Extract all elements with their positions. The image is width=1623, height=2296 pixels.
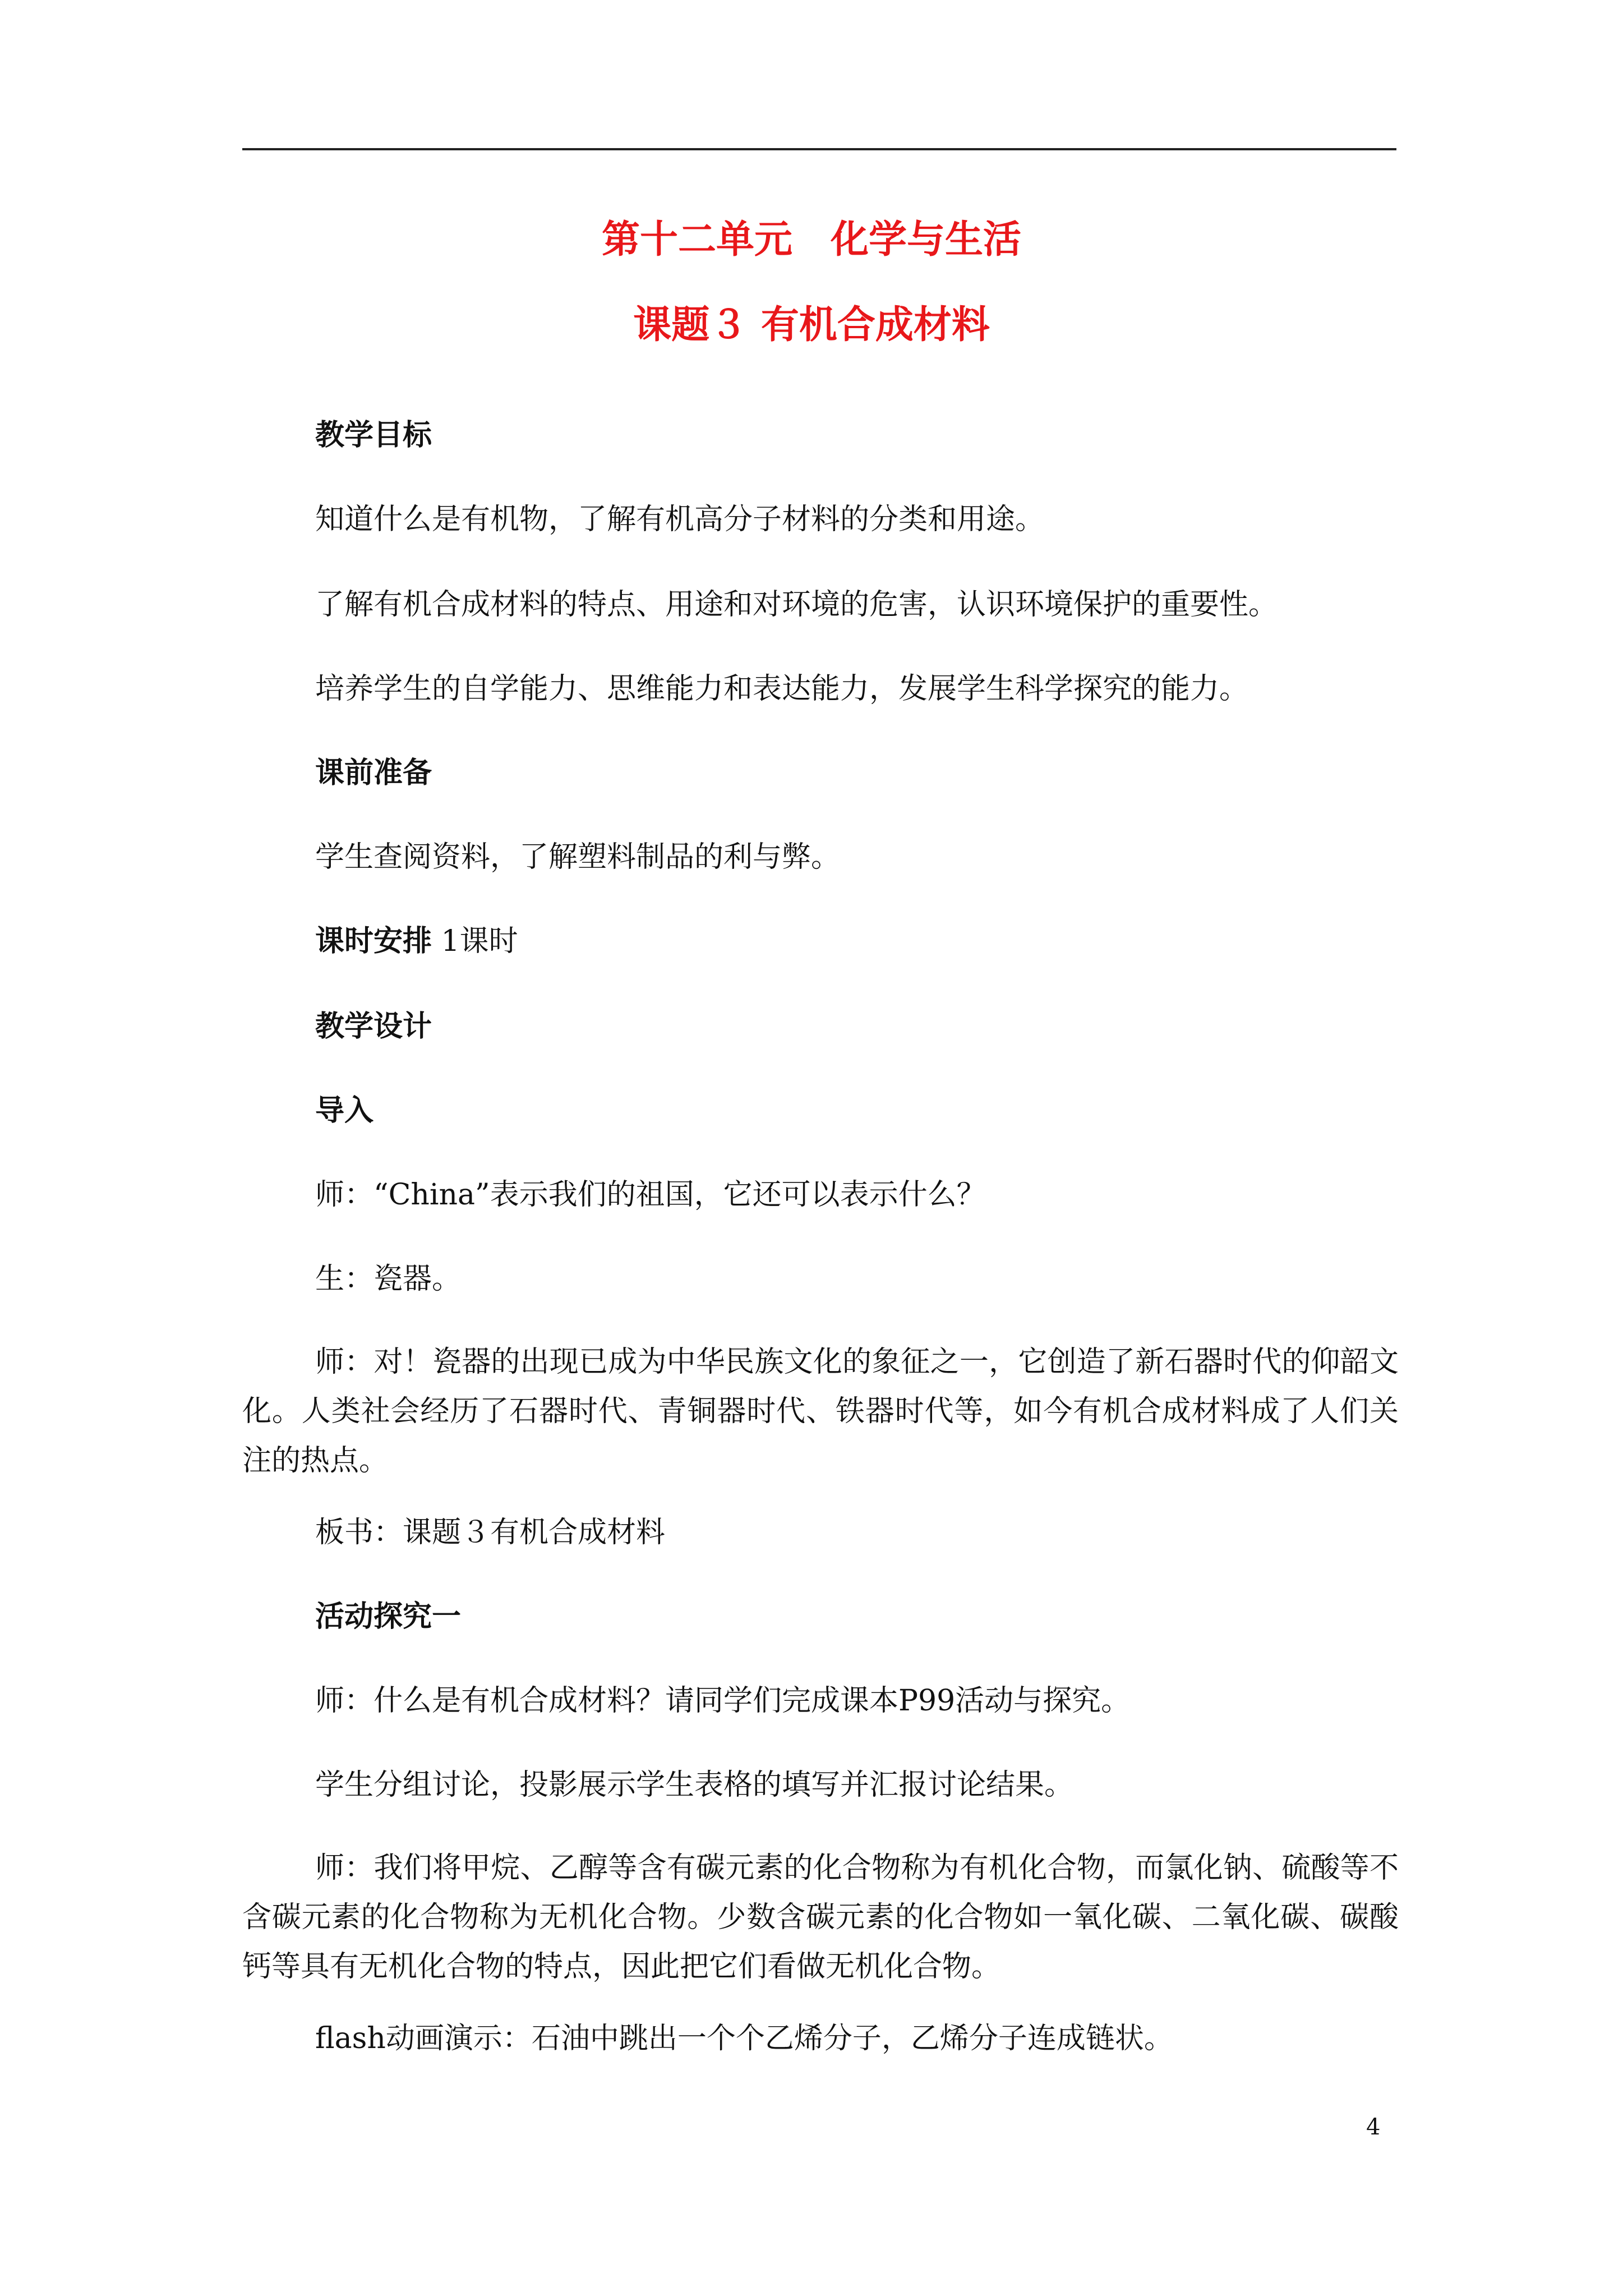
objective-1: 知道什么是有机物，了解有机高分子材料的分类和用途。 (315, 503, 1045, 536)
intro-teacher-paragraph: 师：对！瓷器的出现已成为中华民族文化的象征之一，它创造了新石器时代的仰韶文化。人类社会经历了石器时代、青铜器时代、铁器时代等，如今有机合成材料成了人们关注的热点。 (242, 1345, 1399, 1478)
objective-3: 培养学生的自学能力、思维能力和表达能力，发展学生科学探究的能力。 (315, 672, 1249, 706)
objective-2: 了解有机合成材料的特点、用途和对环境的危害，认识环境保护的重要性。 (315, 588, 1278, 622)
lesson-title: 课题３ 有机合成材料 (633, 303, 990, 347)
flash-demo: flash动画演示：石油中跳出一个个乙烯分子，乙烯分子连成链状。 (315, 2022, 1173, 2055)
intro-question: 师：“China”表示我们的祖国，它还可以表示什么？ (315, 1178, 986, 1212)
objectives-heading: 教学目标 (315, 418, 432, 452)
intro-answer: 生：瓷器。 (315, 1262, 462, 1296)
preparation-text: 学生查阅资料，了解塑料制品的利与弊。 (315, 840, 841, 874)
unit-title: 第十二单元 化学与生活 (601, 218, 1021, 262)
activity-teacher-paragraph: 师：我们将甲烷、乙醇等含有碳元素的化合物称为有机化合物，而氯化钠、硫酸等不含碳元素的化合物称为无机化合物。少数含碳元素的化合物如一氧化碳、二氧化碳、碳酸钙等具有无机化合物的特点，因此把它们看做无机化合物。 (242, 1851, 1399, 1984)
page-number: 4 (1366, 2114, 1381, 2140)
intro-heading: 导入 (315, 1094, 374, 1128)
schedule-heading: 课时安排 (315, 924, 432, 958)
schedule-line (315, 923, 518, 959)
activity-heading: 活动探究一 (315, 1600, 462, 1634)
schedule-value: 1课时 (432, 924, 518, 958)
activity-question: 师：什么是有机合成材料？请同学们完成课本P99活动与探究。 (315, 1684, 1131, 1718)
header-rule (242, 148, 1396, 150)
preparation-heading: 课前准备 (315, 756, 432, 790)
design-heading: 教学设计 (315, 1010, 432, 1043)
activity-students: 学生分组讨论，投影展示学生表格的填写并汇报讨论结果。 (315, 1768, 1074, 1802)
board-note: 板书：课题３有机合成材料 (315, 1516, 666, 1549)
